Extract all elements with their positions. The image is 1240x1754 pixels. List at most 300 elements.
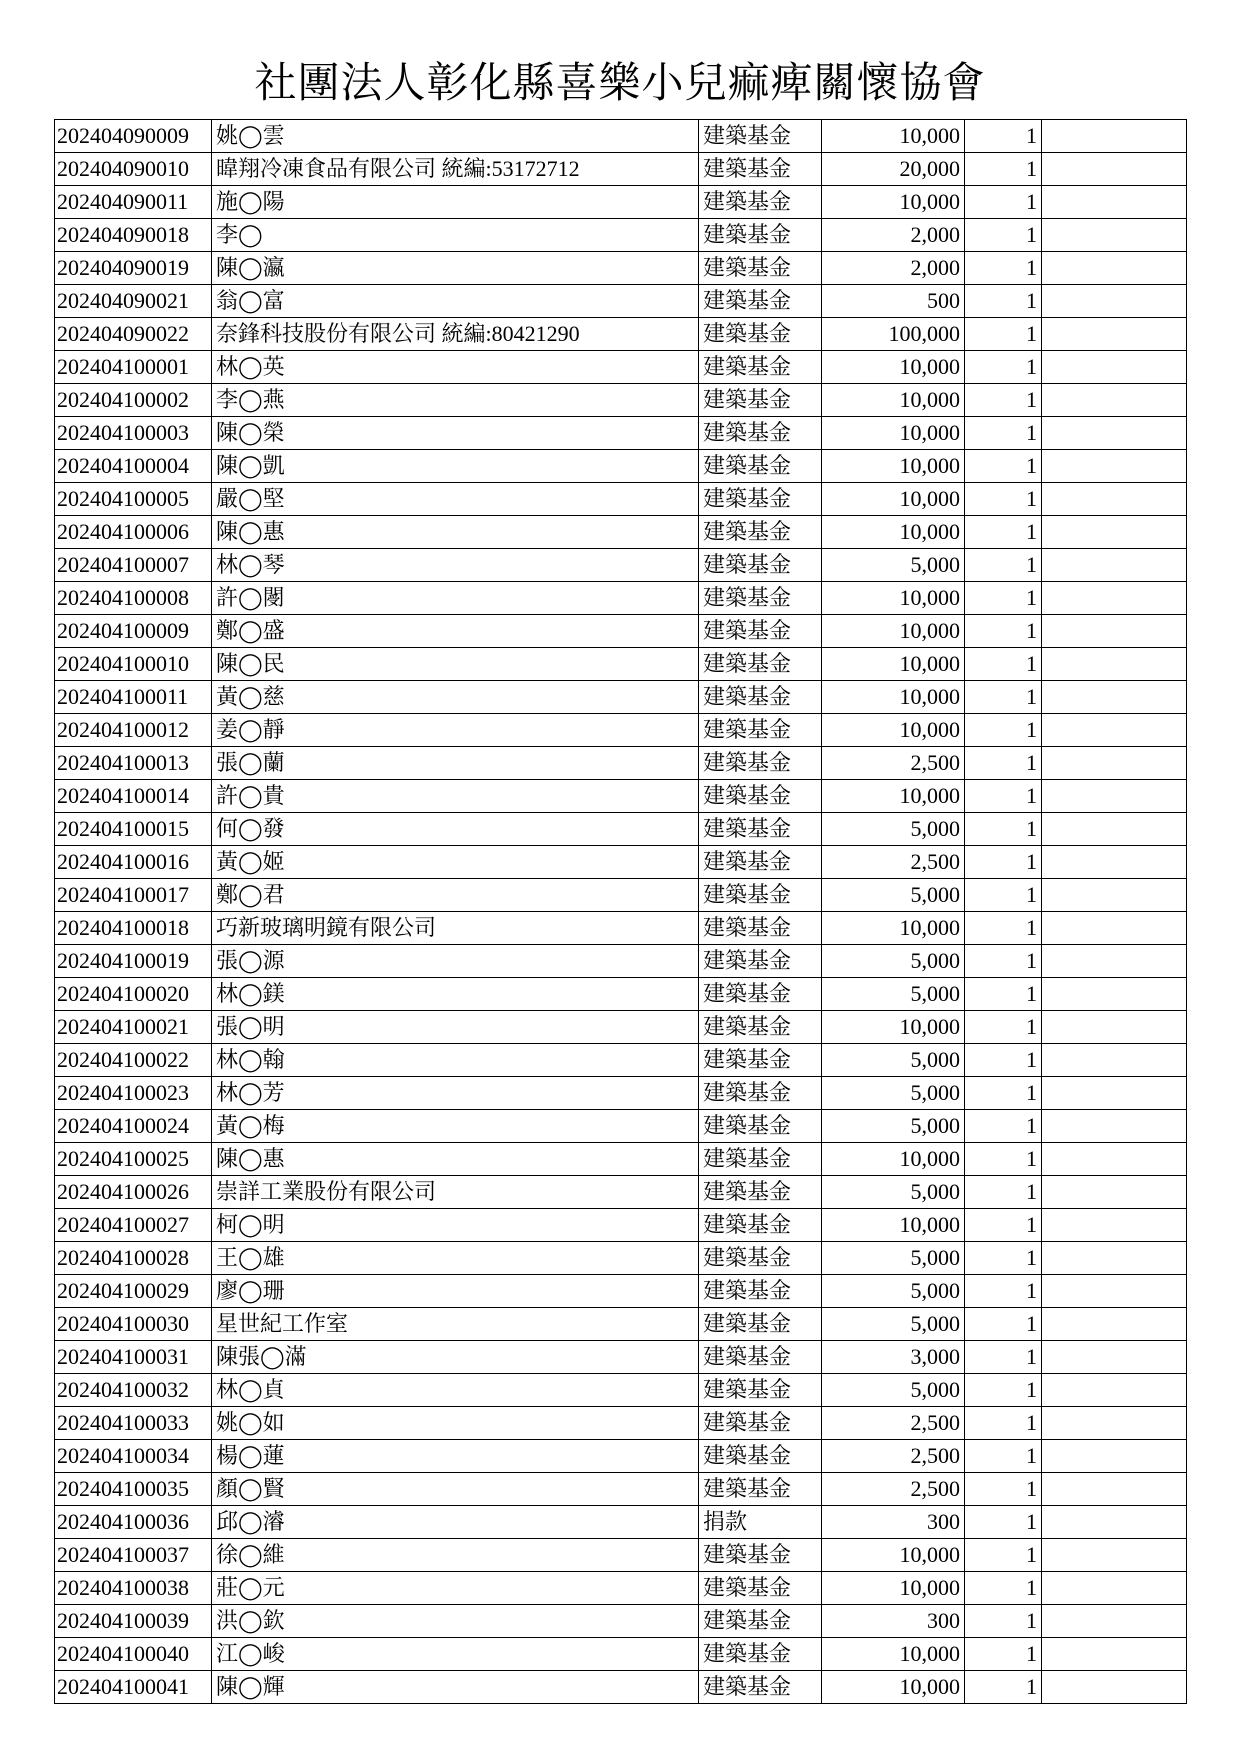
donor-name-cell: 陳◯瀛 — [212, 252, 699, 285]
count-cell: 1 — [965, 879, 1042, 912]
donor-name-cell: 黃◯慈 — [212, 681, 699, 714]
amount-cell: 2,000 — [822, 252, 965, 285]
donor-name-cell: 陳◯輝 — [212, 1671, 699, 1704]
donation-purpose-cell: 建築基金 — [699, 417, 822, 450]
count-cell: 1 — [965, 1671, 1042, 1704]
table-row — [55, 186, 1187, 219]
table-row — [55, 1440, 1187, 1473]
receipt-number-cell: 202404100023 — [55, 1077, 212, 1110]
note-cell — [1042, 186, 1187, 219]
note-cell — [1042, 450, 1187, 483]
donor-name-cell: 莊◯元 — [212, 1572, 699, 1605]
receipt-number-cell: 202404100032 — [55, 1374, 212, 1407]
table-row — [55, 945, 1187, 978]
donation-table-body — [55, 120, 1187, 1704]
note-cell — [1042, 846, 1187, 879]
count-cell: 1 — [965, 120, 1042, 153]
amount-cell: 2,000 — [822, 219, 965, 252]
note-cell — [1042, 615, 1187, 648]
amount-cell: 5,000 — [822, 1242, 965, 1275]
count-cell: 1 — [965, 1539, 1042, 1572]
note-cell — [1042, 219, 1187, 252]
receipt-number-cell: 202404100025 — [55, 1143, 212, 1176]
table-row — [55, 1473, 1187, 1506]
note-cell — [1042, 1110, 1187, 1143]
receipt-number-cell: 202404090019 — [55, 252, 212, 285]
donor-name-cell: 翁◯富 — [212, 285, 699, 318]
table-row — [55, 582, 1187, 615]
donation-purpose-cell: 建築基金 — [699, 1605, 822, 1638]
receipt-number-cell: 202404100027 — [55, 1209, 212, 1242]
donor-name-cell: 洪◯欽 — [212, 1605, 699, 1638]
note-cell — [1042, 747, 1187, 780]
note-cell — [1042, 1539, 1187, 1572]
amount-cell: 5,000 — [822, 813, 965, 846]
amount-cell: 300 — [822, 1506, 965, 1539]
amount-cell: 5,000 — [822, 1275, 965, 1308]
receipt-number-cell: 202404100005 — [55, 483, 212, 516]
amount-cell: 5,000 — [822, 1374, 965, 1407]
receipt-number-cell: 202404100021 — [55, 1011, 212, 1044]
count-cell: 1 — [965, 483, 1042, 516]
receipt-number-cell: 202404100020 — [55, 978, 212, 1011]
donor-name-cell: 巧新玻璃明鏡有限公司 — [212, 912, 699, 945]
count-cell: 1 — [965, 681, 1042, 714]
note-cell — [1042, 384, 1187, 417]
table-row — [55, 1209, 1187, 1242]
receipt-number-cell: 202404100038 — [55, 1572, 212, 1605]
receipt-number-cell: 202404100015 — [55, 813, 212, 846]
donation-purpose-cell: 建築基金 — [699, 681, 822, 714]
table-row — [55, 648, 1187, 681]
amount-cell: 10,000 — [822, 1539, 965, 1572]
donor-name-cell: 陳◯民 — [212, 648, 699, 681]
donor-name-cell: 許◯貴 — [212, 780, 699, 813]
receipt-number-cell: 202404090022 — [55, 318, 212, 351]
note-cell — [1042, 1341, 1187, 1374]
donor-name-cell: 江◯峻 — [212, 1638, 699, 1671]
count-cell: 1 — [965, 1308, 1042, 1341]
amount-cell: 10,000 — [822, 714, 965, 747]
table-row — [55, 813, 1187, 846]
amount-cell: 10,000 — [822, 780, 965, 813]
count-cell: 1 — [965, 1506, 1042, 1539]
count-cell: 1 — [965, 1605, 1042, 1638]
amount-cell: 10,000 — [822, 120, 965, 153]
amount-cell: 10,000 — [822, 351, 965, 384]
donation-purpose-cell: 建築基金 — [699, 1374, 822, 1407]
note-cell — [1042, 1308, 1187, 1341]
note-cell — [1042, 780, 1187, 813]
amount-cell: 10,000 — [822, 483, 965, 516]
note-cell — [1042, 1242, 1187, 1275]
table-row — [55, 1374, 1187, 1407]
table-row — [55, 384, 1187, 417]
donor-name-cell: 廖◯珊 — [212, 1275, 699, 1308]
count-cell: 1 — [965, 978, 1042, 1011]
count-cell: 1 — [965, 1209, 1042, 1242]
note-cell — [1042, 549, 1187, 582]
table-row — [55, 318, 1187, 351]
donor-name-cell: 黃◯姬 — [212, 846, 699, 879]
donor-name-cell: 星世紀工作室 — [212, 1308, 699, 1341]
donation-purpose-cell: 建築基金 — [699, 978, 822, 1011]
amount-cell: 5,000 — [822, 945, 965, 978]
receipt-number-cell: 202404090021 — [55, 285, 212, 318]
receipt-number-cell: 202404090009 — [55, 120, 212, 153]
receipt-number-cell: 202404090011 — [55, 186, 212, 219]
donor-name-cell: 姜◯靜 — [212, 714, 699, 747]
count-cell: 1 — [965, 1407, 1042, 1440]
donation-purpose-cell: 建築基金 — [699, 879, 822, 912]
donation-purpose-cell: 捐款 — [699, 1506, 822, 1539]
note-cell — [1042, 1176, 1187, 1209]
donor-name-cell: 陳◯惠 — [212, 1143, 699, 1176]
amount-cell: 20,000 — [822, 153, 965, 186]
receipt-number-cell: 202404100012 — [55, 714, 212, 747]
note-cell — [1042, 879, 1187, 912]
donation-purpose-cell: 建築基金 — [699, 912, 822, 945]
donation-purpose-cell: 建築基金 — [699, 516, 822, 549]
table-row — [55, 714, 1187, 747]
count-cell: 1 — [965, 1011, 1042, 1044]
donation-purpose-cell: 建築基金 — [699, 153, 822, 186]
count-cell: 1 — [965, 153, 1042, 186]
donation-purpose-cell: 建築基金 — [699, 747, 822, 780]
amount-cell: 500 — [822, 285, 965, 318]
donor-name-cell: 暐翔冷凍食品有限公司 統編:53172712 — [212, 153, 699, 186]
donor-name-cell: 許◯閿 — [212, 582, 699, 615]
amount-cell: 3,000 — [822, 1341, 965, 1374]
count-cell: 1 — [965, 912, 1042, 945]
count-cell: 1 — [965, 1572, 1042, 1605]
donation-purpose-cell: 建築基金 — [699, 1440, 822, 1473]
amount-cell: 10,000 — [822, 1572, 965, 1605]
donor-name-cell: 張◯蘭 — [212, 747, 699, 780]
table-row — [55, 252, 1187, 285]
donor-name-cell: 柯◯明 — [212, 1209, 699, 1242]
table-row — [55, 549, 1187, 582]
donation-purpose-cell: 建築基金 — [699, 714, 822, 747]
amount-cell: 2,500 — [822, 846, 965, 879]
note-cell — [1042, 1473, 1187, 1506]
donor-name-cell: 林◯鎂 — [212, 978, 699, 1011]
receipt-number-cell: 202404100003 — [55, 417, 212, 450]
receipt-number-cell: 202404100017 — [55, 879, 212, 912]
receipt-number-cell: 202404100031 — [55, 1341, 212, 1374]
donor-name-cell: 奈鋒科技股份有限公司 統編:80421290 — [212, 318, 699, 351]
donor-name-cell: 陳◯凱 — [212, 450, 699, 483]
count-cell: 1 — [965, 648, 1042, 681]
donation-purpose-cell: 建築基金 — [699, 285, 822, 318]
receipt-number-cell: 202404090018 — [55, 219, 212, 252]
receipt-number-cell: 202404100022 — [55, 1044, 212, 1077]
note-cell — [1042, 1011, 1187, 1044]
donor-name-cell: 嚴◯堅 — [212, 483, 699, 516]
amount-cell: 5,000 — [822, 879, 965, 912]
amount-cell: 5,000 — [822, 1110, 965, 1143]
donation-purpose-cell: 建築基金 — [699, 1275, 822, 1308]
count-cell: 1 — [965, 846, 1042, 879]
donation-purpose-cell: 建築基金 — [699, 813, 822, 846]
donation-purpose-cell: 建築基金 — [699, 1176, 822, 1209]
table-row — [55, 285, 1187, 318]
note-cell — [1042, 1209, 1187, 1242]
amount-cell: 10,000 — [822, 1638, 965, 1671]
donation-purpose-cell: 建築基金 — [699, 846, 822, 879]
receipt-number-cell: 202404100010 — [55, 648, 212, 681]
amount-cell: 10,000 — [822, 417, 965, 450]
donor-name-cell: 鄭◯君 — [212, 879, 699, 912]
count-cell: 1 — [965, 1242, 1042, 1275]
receipt-number-cell: 202404100028 — [55, 1242, 212, 1275]
amount-cell: 10,000 — [822, 1209, 965, 1242]
note-cell — [1042, 351, 1187, 384]
amount-cell: 5,000 — [822, 1044, 965, 1077]
count-cell: 1 — [965, 417, 1042, 450]
donation-purpose-cell: 建築基金 — [699, 780, 822, 813]
note-cell — [1042, 978, 1187, 1011]
page-title: 社團法人彰化縣喜樂小兒痲痺關懷協會 — [254, 61, 986, 107]
donation-purpose-cell: 建築基金 — [699, 1407, 822, 1440]
amount-cell: 10,000 — [822, 450, 965, 483]
receipt-number-cell: 202404100013 — [55, 747, 212, 780]
donor-name-cell: 陳◯惠 — [212, 516, 699, 549]
count-cell: 1 — [965, 1143, 1042, 1176]
donor-name-cell: 楊◯蓮 — [212, 1440, 699, 1473]
receipt-number-cell: 202404100016 — [55, 846, 212, 879]
count-cell: 1 — [965, 252, 1042, 285]
receipt-number-cell: 202404100008 — [55, 582, 212, 615]
table-row — [55, 1638, 1187, 1671]
receipt-number-cell: 202404100001 — [55, 351, 212, 384]
receipt-number-cell: 202404100026 — [55, 1176, 212, 1209]
table-row — [55, 1407, 1187, 1440]
receipt-number-cell: 202404100019 — [55, 945, 212, 978]
count-cell: 1 — [965, 351, 1042, 384]
amount-cell: 300 — [822, 1605, 965, 1638]
donation-purpose-cell: 建築基金 — [699, 945, 822, 978]
receipt-number-cell: 202404100037 — [55, 1539, 212, 1572]
amount-cell: 10,000 — [822, 681, 965, 714]
table-row — [55, 1242, 1187, 1275]
table-row — [55, 978, 1187, 1011]
count-cell: 1 — [965, 450, 1042, 483]
amount-cell: 5,000 — [822, 1176, 965, 1209]
note-cell — [1042, 1077, 1187, 1110]
count-cell: 1 — [965, 1176, 1042, 1209]
donor-name-cell: 姚◯如 — [212, 1407, 699, 1440]
note-cell — [1042, 285, 1187, 318]
table-row — [55, 450, 1187, 483]
receipt-number-cell: 202404100036 — [55, 1506, 212, 1539]
note-cell — [1042, 912, 1187, 945]
donation-purpose-cell: 建築基金 — [699, 648, 822, 681]
table-row — [55, 516, 1187, 549]
table-row — [55, 219, 1187, 252]
amount-cell: 2,500 — [822, 1473, 965, 1506]
receipt-number-cell: 202404090010 — [55, 153, 212, 186]
count-cell: 1 — [965, 813, 1042, 846]
donation-purpose-cell: 建築基金 — [699, 1209, 822, 1242]
count-cell: 1 — [965, 285, 1042, 318]
table-row — [55, 846, 1187, 879]
receipt-number-cell: 202404100033 — [55, 1407, 212, 1440]
table-row — [55, 1110, 1187, 1143]
table-row — [55, 483, 1187, 516]
note-cell — [1042, 153, 1187, 186]
donation-table — [54, 119, 1187, 1704]
table-row — [55, 681, 1187, 714]
table-row — [55, 351, 1187, 384]
amount-cell: 5,000 — [822, 549, 965, 582]
donor-name-cell: 徐◯維 — [212, 1539, 699, 1572]
note-cell — [1042, 582, 1187, 615]
donor-name-cell: 顏◯賢 — [212, 1473, 699, 1506]
note-cell — [1042, 318, 1187, 351]
amount-cell: 10,000 — [822, 186, 965, 219]
receipt-number-cell: 202404100006 — [55, 516, 212, 549]
table-row — [55, 1011, 1187, 1044]
donor-name-cell: 李◯燕 — [212, 384, 699, 417]
donor-name-cell: 張◯源 — [212, 945, 699, 978]
receipt-number-cell: 202404100034 — [55, 1440, 212, 1473]
receipt-number-cell: 202404100035 — [55, 1473, 212, 1506]
table-row — [55, 1539, 1187, 1572]
note-cell — [1042, 1572, 1187, 1605]
amount-cell: 2,500 — [822, 1407, 965, 1440]
note-cell — [1042, 120, 1187, 153]
donor-name-cell: 林◯翰 — [212, 1044, 699, 1077]
receipt-number-cell: 202404100009 — [55, 615, 212, 648]
receipt-number-cell: 202404100024 — [55, 1110, 212, 1143]
receipt-number-cell: 202404100011 — [55, 681, 212, 714]
table-row — [55, 1341, 1187, 1374]
table-row — [55, 1275, 1187, 1308]
amount-cell: 5,000 — [822, 1308, 965, 1341]
count-cell: 1 — [965, 582, 1042, 615]
note-cell — [1042, 516, 1187, 549]
donor-name-cell: 姚◯雲 — [212, 120, 699, 153]
amount-cell: 10,000 — [822, 1143, 965, 1176]
amount-cell: 2,500 — [822, 747, 965, 780]
donation-purpose-cell: 建築基金 — [699, 1110, 822, 1143]
donation-purpose-cell: 建築基金 — [699, 318, 822, 351]
donation-purpose-cell: 建築基金 — [699, 1308, 822, 1341]
table-row — [55, 120, 1187, 153]
amount-cell: 10,000 — [822, 582, 965, 615]
donation-purpose-cell: 建築基金 — [699, 1077, 822, 1110]
amount-cell: 10,000 — [822, 384, 965, 417]
donation-purpose-cell: 建築基金 — [699, 582, 822, 615]
donation-purpose-cell: 建築基金 — [699, 351, 822, 384]
donor-name-cell: 張◯明 — [212, 1011, 699, 1044]
donation-purpose-cell: 建築基金 — [699, 615, 822, 648]
note-cell — [1042, 1506, 1187, 1539]
count-cell: 1 — [965, 1077, 1042, 1110]
receipt-number-cell: 202404100030 — [55, 1308, 212, 1341]
count-cell: 1 — [965, 186, 1042, 219]
note-cell — [1042, 813, 1187, 846]
donor-name-cell: 林◯琴 — [212, 549, 699, 582]
count-cell: 1 — [965, 1473, 1042, 1506]
donor-name-cell: 陳張◯滿 — [212, 1341, 699, 1374]
count-cell: 1 — [965, 1275, 1042, 1308]
note-cell — [1042, 1374, 1187, 1407]
table-row — [55, 153, 1187, 186]
receipt-number-cell: 202404100040 — [55, 1638, 212, 1671]
count-cell: 1 — [965, 615, 1042, 648]
note-cell — [1042, 1671, 1187, 1704]
note-cell — [1042, 648, 1187, 681]
table-row — [55, 615, 1187, 648]
receipt-number-cell: 202404100029 — [55, 1275, 212, 1308]
amount-cell: 10,000 — [822, 516, 965, 549]
donation-purpose-cell: 建築基金 — [699, 219, 822, 252]
count-cell: 1 — [965, 1044, 1042, 1077]
amount-cell: 10,000 — [822, 1011, 965, 1044]
donation-purpose-cell: 建築基金 — [699, 120, 822, 153]
donor-name-cell: 邱◯濬 — [212, 1506, 699, 1539]
donor-name-cell: 林◯貞 — [212, 1374, 699, 1407]
table-row — [55, 1044, 1187, 1077]
note-cell — [1042, 681, 1187, 714]
note-cell — [1042, 1407, 1187, 1440]
table-row — [55, 1143, 1187, 1176]
donor-name-cell: 陳◯榮 — [212, 417, 699, 450]
note-cell — [1042, 714, 1187, 747]
amount-cell: 100,000 — [822, 318, 965, 351]
table-row — [55, 879, 1187, 912]
donation-purpose-cell: 建築基金 — [699, 549, 822, 582]
donation-purpose-cell: 建築基金 — [699, 1539, 822, 1572]
receipt-number-cell: 202404100007 — [55, 549, 212, 582]
table-row — [55, 1572, 1187, 1605]
donation-purpose-cell: 建築基金 — [699, 384, 822, 417]
note-cell — [1042, 252, 1187, 285]
count-cell: 1 — [965, 714, 1042, 747]
count-cell: 1 — [965, 747, 1042, 780]
amount-cell: 10,000 — [822, 615, 965, 648]
donor-name-cell: 施◯陽 — [212, 186, 699, 219]
table-row — [55, 1176, 1187, 1209]
receipt-number-cell: 202404100039 — [55, 1605, 212, 1638]
amount-cell: 10,000 — [822, 648, 965, 681]
table-row — [55, 780, 1187, 813]
count-cell: 1 — [965, 945, 1042, 978]
receipt-number-cell: 202404100002 — [55, 384, 212, 417]
note-cell — [1042, 483, 1187, 516]
donation-purpose-cell: 建築基金 — [699, 1044, 822, 1077]
count-cell: 1 — [965, 384, 1042, 417]
table-row — [55, 1671, 1187, 1704]
amount-cell: 2,500 — [822, 1440, 965, 1473]
table-row — [55, 747, 1187, 780]
donor-name-cell: 黃◯梅 — [212, 1110, 699, 1143]
donor-name-cell: 崇詳工業股份有限公司 — [212, 1176, 699, 1209]
table-row — [55, 417, 1187, 450]
donation-purpose-cell: 建築基金 — [699, 252, 822, 285]
note-cell — [1042, 945, 1187, 978]
donor-name-cell: 林◯芳 — [212, 1077, 699, 1110]
note-cell — [1042, 1605, 1187, 1638]
amount-cell: 5,000 — [822, 1077, 965, 1110]
receipt-number-cell: 202404100014 — [55, 780, 212, 813]
donation-purpose-cell: 建築基金 — [699, 1671, 822, 1704]
donation-purpose-cell: 建築基金 — [699, 483, 822, 516]
count-cell: 1 — [965, 1341, 1042, 1374]
amount-cell: 5,000 — [822, 978, 965, 1011]
